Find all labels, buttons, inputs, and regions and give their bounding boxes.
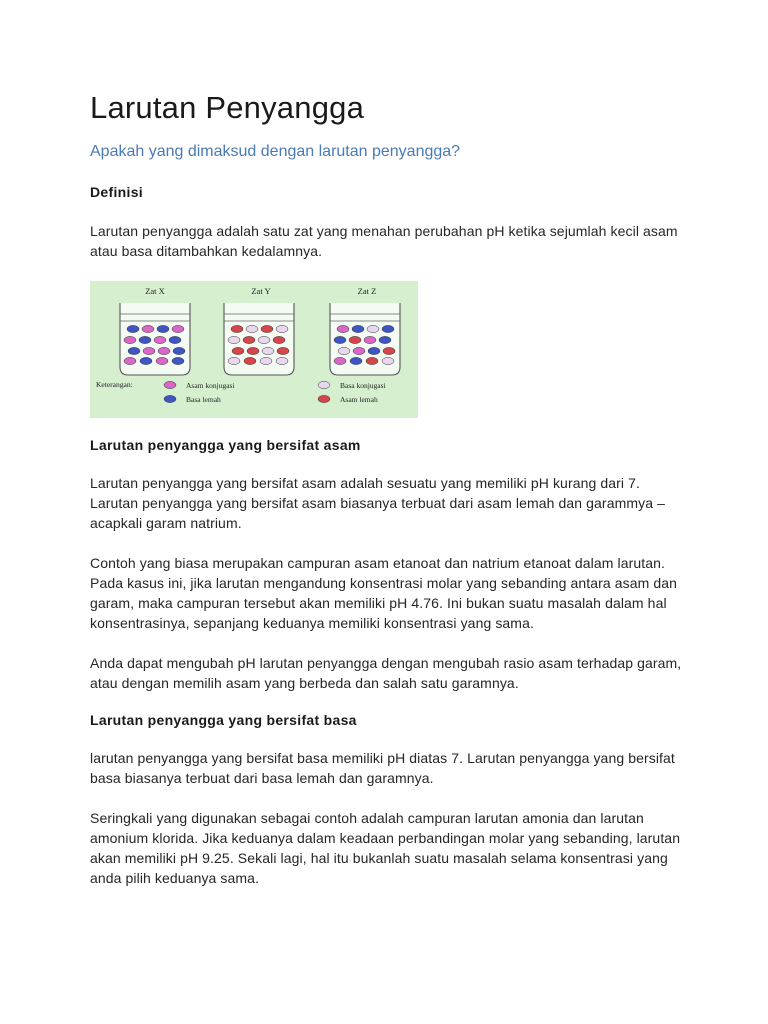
legend-swatch-basa-lemah xyxy=(164,395,176,402)
beaker-x xyxy=(120,303,190,375)
beaker-y xyxy=(224,303,294,375)
definition-text: Larutan penyangga adalah satu zat yang menahan perubahan pH ketika sejumlah kecil asam atau basa ditambahkan kedalamnya. xyxy=(90,223,678,259)
legend-basa-lemah: Basa lemah xyxy=(186,395,221,404)
buffer-beakers-figure xyxy=(90,281,418,418)
legend-basa-konjugasi: Basa konjugasi xyxy=(340,381,386,390)
page-subtitle: Apakah yang dimaksud dengan larutan penyangga? xyxy=(90,143,461,160)
acid-buffer-heading: Larutan penyangga yang bersifat asam xyxy=(90,437,361,453)
beaker-label-z: Zat Z xyxy=(357,286,377,296)
legend-swatch-asam-konjugasi xyxy=(164,381,176,388)
beaker-label-x: Zat X xyxy=(145,286,165,296)
acid-paragraph-2: Contoh yang biasa merupakan campuran asam etanoat dan natrium etanoat dalam larutan. Pada kasus ini, jika larutan mengandung konsentrasi molar yang sebanding antara asam dan garam, maka campuran tersebut akan memiliki pH 4.76. Ini bukan suatu masalah dalam hal konsentrasinya, sepanjang keduanya memiliki konsentrasi yang sama. xyxy=(90,555,678,631)
page-title: Larutan Penyangga xyxy=(90,90,365,125)
beaker-z xyxy=(330,303,400,375)
legend-heading: Keterangan: xyxy=(96,380,133,389)
legend-swatch-basa-konjugasi xyxy=(318,381,330,388)
legend-asam-lemah: Asam lemah xyxy=(340,395,378,404)
definition-heading: Definisi xyxy=(90,184,143,200)
legend-asam-konjugasi: Asam konjugasi xyxy=(186,381,235,390)
acid-paragraph-1: Larutan penyangga yang bersifat asam adalah sesuatu yang memiliki pH kurang dari 7. Larutan penyangga yang bersifat asam biasanya terbuat dari asam lemah dan garammya – acapkali garam natrium. xyxy=(90,475,665,531)
base-paragraph-2: Seringkali yang digunakan sebagai contoh adalah campuran larutan amonia dan larutan amonium klorida. Jika keduanya dalam keadaan perbandingan molar yang sebanding, larutan akan memiliki pH 9.25. Sekali lagi, hal itu bukanlah suatu masalah selama konsentrasi yang anda pilih keduanya sama. xyxy=(90,810,681,886)
legend-swatch-asam-lemah xyxy=(318,395,330,402)
beaker-label-y: Zat Y xyxy=(251,286,271,296)
document-content xyxy=(90,88,690,888)
base-paragraph-1: larutan penyangga yang bersifat basa memiliki pH diatas 7. Larutan penyangga yang bersifat basa biasanya terbuat dari basa lemah dan garamnya. xyxy=(90,750,675,786)
acid-paragraph-3: Anda dapat mengubah pH larutan penyangga dengan mengubah rasio asam terhadap garam, atau dengan memilih asam yang berbeda dan salah satu garamnya. xyxy=(90,655,682,691)
base-buffer-heading: Larutan penyangga yang bersifat basa xyxy=(90,712,357,728)
